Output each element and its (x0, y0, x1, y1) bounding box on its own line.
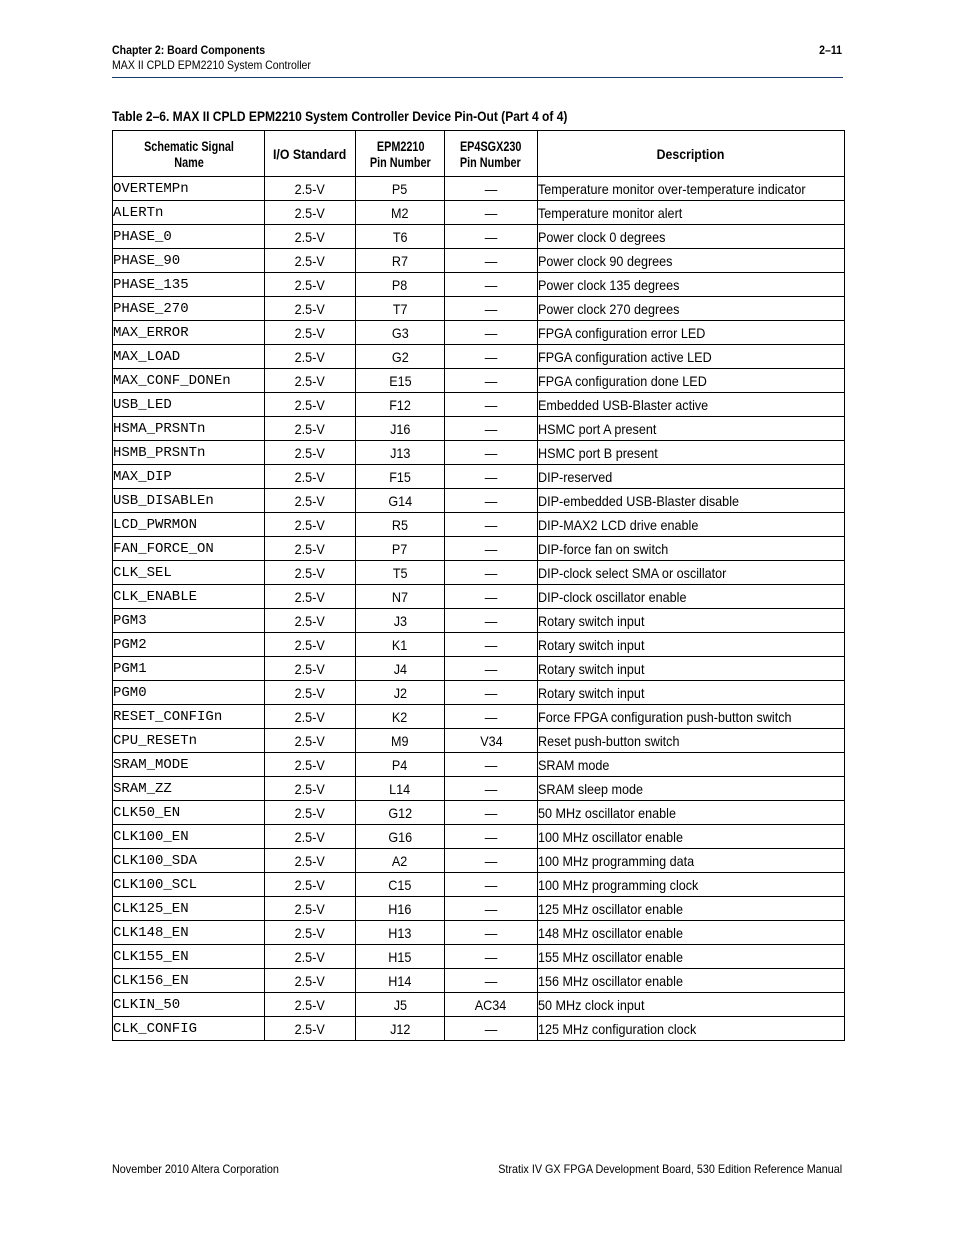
signal-name-cell: CLK155_EN (113, 945, 265, 969)
epm2210-pin-cell: M2 (356, 201, 445, 225)
pin-out-table (112, 130, 845, 1041)
epm2210-pin-cell: T5 (356, 561, 445, 585)
signal-name-cell: MAX_DIP (113, 465, 265, 489)
epm2210-pin-cell: K1 (356, 633, 445, 657)
ep4sgx230-pin-cell: — (445, 945, 538, 969)
io-standard-cell: 2.5-V (265, 921, 356, 945)
signal-name-cell: ALERTn (113, 201, 265, 225)
epm2210-pin-cell: E15 (356, 369, 445, 393)
table-row (113, 729, 845, 753)
ep4sgx230-pin-cell: — (445, 369, 538, 393)
ep4sgx230-pin-cell: — (445, 681, 538, 705)
ep4sgx230-pin-cell: — (445, 561, 538, 585)
signal-name-cell: CLK148_EN (113, 921, 265, 945)
description-cell: Temperature monitor alert (538, 201, 845, 225)
table-row (113, 537, 845, 561)
ep4sgx230-pin-cell: — (445, 1017, 538, 1041)
table-row (113, 465, 845, 489)
epm2210-pin-cell: R5 (356, 513, 445, 537)
epm2210-pin-cell: P8 (356, 273, 445, 297)
epm2210-pin-cell: J3 (356, 609, 445, 633)
table-row (113, 417, 845, 441)
header-divider (112, 77, 843, 78)
signal-name-cell: CLK_SEL (113, 561, 265, 585)
table-row (113, 561, 845, 585)
table-row (113, 177, 845, 201)
description-cell: Reset push-button switch (538, 729, 845, 753)
table-row (113, 273, 845, 297)
table-header-row (113, 131, 845, 177)
io-standard-cell: 2.5-V (265, 369, 356, 393)
signal-name-cell: LCD_PWRMON (113, 513, 265, 537)
table-row (113, 681, 845, 705)
epm2210-pin-cell: H16 (356, 897, 445, 921)
header-chapter: Chapter 2: Board Components (112, 43, 266, 57)
signal-name-cell: OVERTEMPn (113, 177, 265, 201)
epm2210-pin-cell: J2 (356, 681, 445, 705)
table-row (113, 945, 845, 969)
description-cell: Temperature monitor over-temperature indicator (538, 177, 845, 201)
signal-name-cell: HSMA_PRSNTn (113, 417, 265, 441)
ep4sgx230-pin-cell: — (445, 825, 538, 849)
io-standard-cell: 2.5-V (265, 969, 356, 993)
table-row (113, 705, 845, 729)
signal-name-cell: CLK125_EN (113, 897, 265, 921)
description-cell: Rotary switch input (538, 657, 845, 681)
epm2210-pin-cell: R7 (356, 249, 445, 273)
description-cell: FPGA configuration done LED (538, 369, 845, 393)
io-standard-cell: 2.5-V (265, 897, 356, 921)
signal-name-cell: PGM0 (113, 681, 265, 705)
signal-name-cell: CLKIN_50 (113, 993, 265, 1017)
table-row (113, 441, 845, 465)
ep4sgx230-pin-cell: — (445, 801, 538, 825)
io-standard-cell: 2.5-V (265, 441, 356, 465)
table-row (113, 489, 845, 513)
description-cell: Power clock 135 degrees (538, 273, 845, 297)
description-cell: Power clock 270 degrees (538, 297, 845, 321)
footer-manual-title: Stratix IV GX FPGA Development Board, 530 Edition Reference Manual (498, 1162, 842, 1176)
epm2210-pin-cell: F15 (356, 465, 445, 489)
io-standard-cell: 2.5-V (265, 825, 356, 849)
signal-name-cell: PGM3 (113, 609, 265, 633)
signal-name-cell: CLK_ENABLE (113, 585, 265, 609)
table-row (113, 321, 845, 345)
signal-name-cell: PGM2 (113, 633, 265, 657)
signal-name-cell: MAX_CONF_DONEn (113, 369, 265, 393)
signal-name-cell: CLK100_SCL (113, 873, 265, 897)
epm2210-pin-cell: G12 (356, 801, 445, 825)
table-row (113, 657, 845, 681)
io-standard-cell: 2.5-V (265, 201, 356, 225)
signal-name-cell: RESET_CONFIGn (113, 705, 265, 729)
epm2210-pin-cell: C15 (356, 873, 445, 897)
ep4sgx230-pin-cell: — (445, 609, 538, 633)
signal-name-cell: PGM1 (113, 657, 265, 681)
epm2210-pin-cell: F12 (356, 393, 445, 417)
signal-name-cell: MAX_ERROR (113, 321, 265, 345)
table-row (113, 897, 845, 921)
ep4sgx230-pin-cell: — (445, 249, 538, 273)
signal-name-cell: PHASE_0 (113, 225, 265, 249)
epm2210-pin-cell: M9 (356, 729, 445, 753)
epm2210-pin-cell: T7 (356, 297, 445, 321)
description-cell: HSMC port A present (538, 417, 845, 441)
description-cell: HSMC port B present (538, 441, 845, 465)
io-standard-cell: 2.5-V (265, 801, 356, 825)
table-row (113, 921, 845, 945)
description-cell: Force FPGA configuration push-button switch (538, 705, 845, 729)
description-cell: 50 MHz oscillator enable (538, 801, 845, 825)
io-standard-cell: 2.5-V (265, 729, 356, 753)
description-cell: 50 MHz clock input (538, 993, 845, 1017)
table-row (113, 849, 845, 873)
ep4sgx230-pin-cell: — (445, 753, 538, 777)
table-row (113, 801, 845, 825)
io-standard-cell: 2.5-V (265, 321, 356, 345)
signal-name-cell: HSMB_PRSNTn (113, 441, 265, 465)
signal-name-cell: PHASE_135 (113, 273, 265, 297)
table-row (113, 633, 845, 657)
table-caption: Table 2–6. MAX II CPLD EPM2210 System Controller Device Pin-Out (Part 4 of 4) (112, 108, 568, 124)
signal-name-cell: SRAM_MODE (113, 753, 265, 777)
signal-name-cell: CLK100_SDA (113, 849, 265, 873)
io-standard-cell: 2.5-V (265, 705, 356, 729)
signal-name-cell: FAN_FORCE_ON (113, 537, 265, 561)
io-standard-cell: 2.5-V (265, 681, 356, 705)
table-row (113, 969, 845, 993)
epm2210-pin-cell: G14 (356, 489, 445, 513)
description-cell: DIP-reserved (538, 465, 845, 489)
epm2210-pin-cell: G2 (356, 345, 445, 369)
io-standard-cell: 2.5-V (265, 945, 356, 969)
signal-name-cell: CLK100_EN (113, 825, 265, 849)
col-header-signal-name: Schematic Signal Name (113, 131, 265, 177)
epm2210-pin-cell: H15 (356, 945, 445, 969)
col-header-ep4sgx230-pin: EP4SGX230 Pin Number (445, 131, 538, 177)
ep4sgx230-pin-cell: — (445, 633, 538, 657)
epm2210-pin-cell: G16 (356, 825, 445, 849)
io-standard-cell: 2.5-V (265, 273, 356, 297)
header-section: MAX II CPLD EPM2210 System Controller (112, 58, 311, 72)
header-page-number: 2–11 (819, 43, 842, 57)
description-cell: 125 MHz oscillator enable (538, 897, 845, 921)
io-standard-cell: 2.5-V (265, 177, 356, 201)
description-cell: FPGA configuration active LED (538, 345, 845, 369)
epm2210-pin-cell: P7 (356, 537, 445, 561)
description-cell: 156 MHz oscillator enable (538, 969, 845, 993)
io-standard-cell: 2.5-V (265, 1017, 356, 1041)
description-cell: 155 MHz oscillator enable (538, 945, 845, 969)
description-cell: DIP-MAX2 LCD drive enable (538, 513, 845, 537)
signal-name-cell: SRAM_ZZ (113, 777, 265, 801)
ep4sgx230-pin-cell: — (445, 225, 538, 249)
signal-name-cell: PHASE_270 (113, 297, 265, 321)
epm2210-pin-cell: T6 (356, 225, 445, 249)
description-cell: DIP-embedded USB-Blaster disable (538, 489, 845, 513)
description-cell: 125 MHz configuration clock (538, 1017, 845, 1041)
table-row (113, 777, 845, 801)
epm2210-pin-cell: J5 (356, 993, 445, 1017)
epm2210-pin-cell: J12 (356, 1017, 445, 1041)
description-cell: Power clock 0 degrees (538, 225, 845, 249)
ep4sgx230-pin-cell: — (445, 489, 538, 513)
col-header-epm2210-pin: EPM2210 Pin Number (356, 131, 445, 177)
description-cell: SRAM sleep mode (538, 777, 845, 801)
description-cell: FPGA configuration error LED (538, 321, 845, 345)
epm2210-pin-cell: J4 (356, 657, 445, 681)
signal-name-cell: CLK156_EN (113, 969, 265, 993)
epm2210-pin-cell: L14 (356, 777, 445, 801)
col-header-description: Description (538, 131, 845, 177)
ep4sgx230-pin-cell: — (445, 897, 538, 921)
io-standard-cell: 2.5-V (265, 513, 356, 537)
ep4sgx230-pin-cell: — (445, 585, 538, 609)
io-standard-cell: 2.5-V (265, 633, 356, 657)
description-cell: 100 MHz programming data (538, 849, 845, 873)
table-row (113, 297, 845, 321)
table-row (113, 201, 845, 225)
description-cell: 148 MHz oscillator enable (538, 921, 845, 945)
table-row (113, 873, 845, 897)
ep4sgx230-pin-cell: — (445, 849, 538, 873)
ep4sgx230-pin-cell: — (445, 441, 538, 465)
description-cell: Rotary switch input (538, 633, 845, 657)
signal-name-cell: CLK_CONFIG (113, 1017, 265, 1041)
ep4sgx230-pin-cell: — (445, 873, 538, 897)
epm2210-pin-cell: G3 (356, 321, 445, 345)
epm2210-pin-cell: P5 (356, 177, 445, 201)
io-standard-cell: 2.5-V (265, 585, 356, 609)
description-cell: 100 MHz oscillator enable (538, 825, 845, 849)
ep4sgx230-pin-cell: — (445, 969, 538, 993)
table-row (113, 345, 845, 369)
epm2210-pin-cell: A2 (356, 849, 445, 873)
io-standard-cell: 2.5-V (265, 609, 356, 633)
table-row (113, 249, 845, 273)
ep4sgx230-pin-cell: — (445, 513, 538, 537)
io-standard-cell: 2.5-V (265, 225, 356, 249)
io-standard-cell: 2.5-V (265, 777, 356, 801)
io-standard-cell: 2.5-V (265, 849, 356, 873)
epm2210-pin-cell: J13 (356, 441, 445, 465)
io-standard-cell: 2.5-V (265, 345, 356, 369)
table-row (113, 369, 845, 393)
signal-name-cell: USB_LED (113, 393, 265, 417)
table-row (113, 1017, 845, 1041)
signal-name-cell: CPU_RESETn (113, 729, 265, 753)
description-cell: DIP-clock oscillator enable (538, 585, 845, 609)
epm2210-pin-cell: N7 (356, 585, 445, 609)
ep4sgx230-pin-cell: — (445, 345, 538, 369)
io-standard-cell: 2.5-V (265, 465, 356, 489)
ep4sgx230-pin-cell: — (445, 297, 538, 321)
epm2210-pin-cell: P4 (356, 753, 445, 777)
description-cell: DIP-force fan on switch (538, 537, 845, 561)
io-standard-cell: 2.5-V (265, 297, 356, 321)
signal-name-cell: USB_DISABLEn (113, 489, 265, 513)
ep4sgx230-pin-cell: — (445, 537, 538, 561)
io-standard-cell: 2.5-V (265, 489, 356, 513)
epm2210-pin-cell: H13 (356, 921, 445, 945)
table-row (113, 609, 845, 633)
table-row (113, 825, 845, 849)
io-standard-cell: 2.5-V (265, 657, 356, 681)
col-header-io-standard: I/O Standard (265, 131, 356, 177)
ep4sgx230-pin-cell: — (445, 393, 538, 417)
description-cell: Embedded USB-Blaster active (538, 393, 845, 417)
io-standard-cell: 2.5-V (265, 537, 356, 561)
table-row (113, 225, 845, 249)
epm2210-pin-cell: J16 (356, 417, 445, 441)
io-standard-cell: 2.5-V (265, 993, 356, 1017)
io-standard-cell: 2.5-V (265, 561, 356, 585)
io-standard-cell: 2.5-V (265, 393, 356, 417)
ep4sgx230-pin-cell: — (445, 273, 538, 297)
description-cell: SRAM mode (538, 753, 845, 777)
footer-date-publisher: November 2010 Altera Corporation (112, 1162, 279, 1176)
ep4sgx230-pin-cell: — (445, 465, 538, 489)
description-cell: 100 MHz programming clock (538, 873, 845, 897)
io-standard-cell: 2.5-V (265, 753, 356, 777)
table-row (113, 513, 845, 537)
ep4sgx230-pin-cell: — (445, 417, 538, 441)
table-row (113, 393, 845, 417)
description-cell: Rotary switch input (538, 609, 845, 633)
ep4sgx230-pin-cell: — (445, 921, 538, 945)
description-cell: Power clock 90 degrees (538, 249, 845, 273)
table-row (113, 993, 845, 1017)
ep4sgx230-pin-cell: — (445, 777, 538, 801)
epm2210-pin-cell: H14 (356, 969, 445, 993)
ep4sgx230-pin-cell: AC34 (445, 993, 538, 1017)
table-row (113, 753, 845, 777)
signal-name-cell: PHASE_90 (113, 249, 265, 273)
ep4sgx230-pin-cell: V34 (445, 729, 538, 753)
ep4sgx230-pin-cell: — (445, 657, 538, 681)
signal-name-cell: CLK50_EN (113, 801, 265, 825)
io-standard-cell: 2.5-V (265, 249, 356, 273)
ep4sgx230-pin-cell: — (445, 201, 538, 225)
io-standard-cell: 2.5-V (265, 873, 356, 897)
ep4sgx230-pin-cell: — (445, 705, 538, 729)
io-standard-cell: 2.5-V (265, 417, 356, 441)
ep4sgx230-pin-cell: — (445, 177, 538, 201)
table-row (113, 585, 845, 609)
description-cell: DIP-clock select SMA or oscillator (538, 561, 845, 585)
signal-name-cell: MAX_LOAD (113, 345, 265, 369)
description-cell: Rotary switch input (538, 681, 845, 705)
ep4sgx230-pin-cell: — (445, 321, 538, 345)
epm2210-pin-cell: K2 (356, 705, 445, 729)
